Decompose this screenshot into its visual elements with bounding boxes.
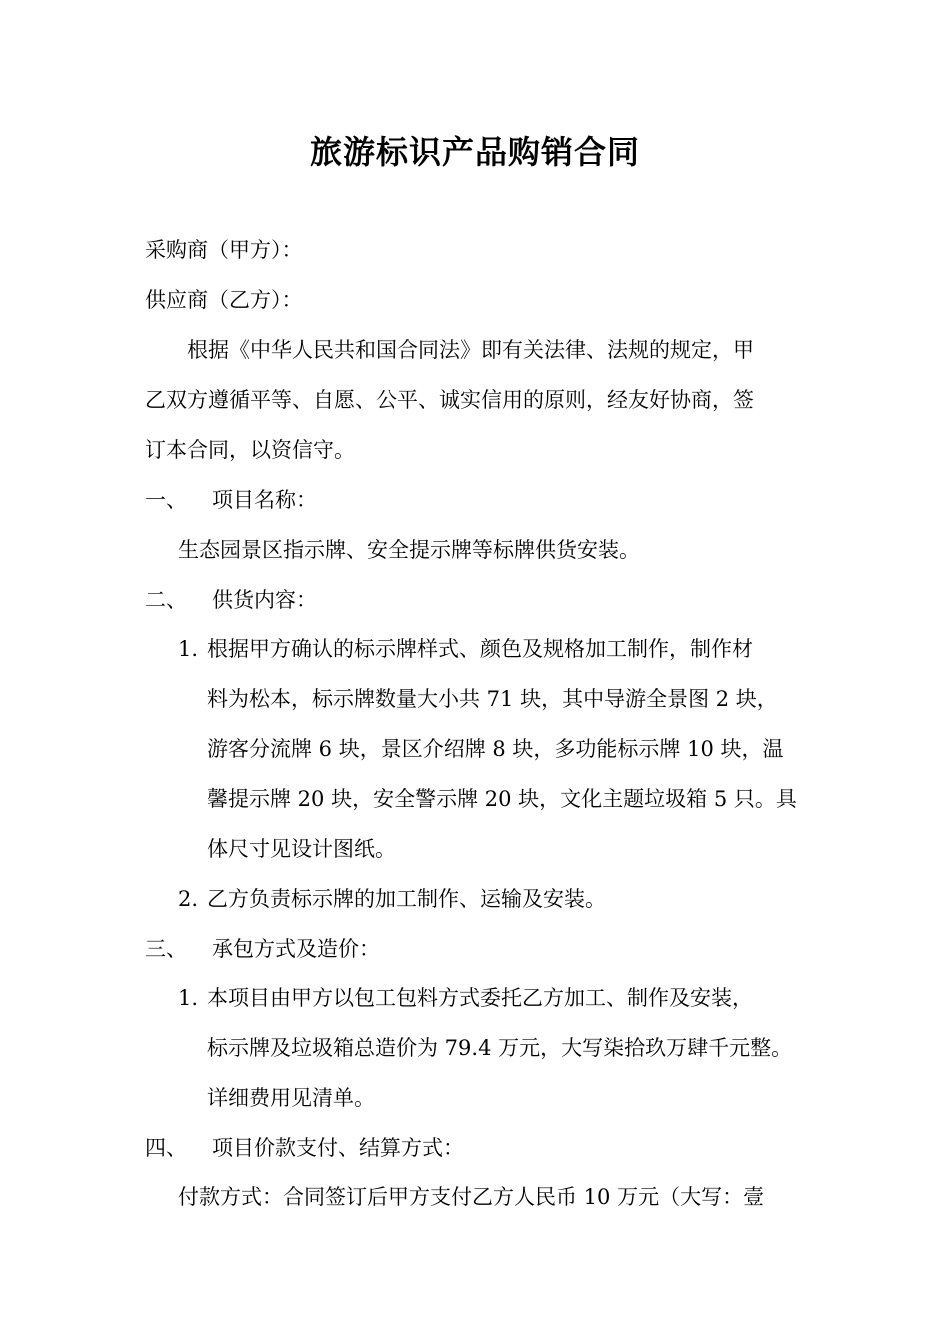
section-1-number: 一、 bbox=[145, 488, 187, 512]
section-2-item-1-number: 1. bbox=[178, 637, 199, 661]
section-3-number: 三、 bbox=[145, 937, 187, 961]
section-3-item-1-line-3: 详细费用见清单。 bbox=[207, 1086, 375, 1110]
section-3-item-1-number: 1. bbox=[178, 986, 199, 1010]
document-title: 旅游标识产品购销合同 bbox=[309, 133, 640, 171]
intro-line-3: 订本合同，以资信守。 bbox=[145, 438, 355, 462]
section-3-item-1-line-2: 标示牌及垃圾箱总造价为 79.4 万元，大写柒拾玖万肆千元整。 bbox=[207, 1036, 793, 1060]
section-2-item-1-line-3: 游客分流牌 6 块，景区介绍牌 8 块，多功能标示牌 10 块，温 bbox=[207, 737, 784, 761]
supplier-label: 供应商（乙方）： bbox=[145, 288, 303, 312]
section-1-heading: 项目名称： bbox=[212, 488, 317, 512]
section-3-heading: 承包方式及造价： bbox=[212, 937, 380, 961]
section-2-item-1-line-1: 根据甲方确认的标示牌样式、颜色及规格加工制作，制作材 bbox=[207, 637, 753, 661]
section-2-item-1-line-2: 料为松本，标示牌数量大小共 71 块，其中导游全景图 2 块， bbox=[207, 687, 778, 711]
section-2-item-1-line-4: 馨提示牌 20 块，安全警示牌 20 块，文化主题垃圾箱 5 只。具 bbox=[207, 787, 797, 811]
section-1-body: 生态园景区指示牌、安全提示牌等标牌供货安装。 bbox=[178, 538, 640, 562]
buyer-label: 采购商（甲方）： bbox=[145, 238, 303, 262]
intro-line-1: 根据《中华人民共和国合同法》即有关法律、法规的规定，甲 bbox=[187, 338, 754, 362]
section-2-item-2-number: 2. bbox=[178, 887, 199, 911]
section-2-heading: 供货内容： bbox=[212, 588, 317, 612]
section-4-body: 付款方式：合同签订后甲方支付乙方人民币 10 万元（大写：壹 bbox=[178, 1185, 765, 1209]
section-3-item-1-line-1: 本项目由甲方以包工包料方式委托乙方加工、制作及安装， bbox=[207, 986, 753, 1010]
section-4-number: 四、 bbox=[145, 1136, 187, 1160]
section-2-item-2-line-1: 乙方负责标示牌的加工制作、运输及安装。 bbox=[207, 887, 606, 911]
section-2-item-1-line-5: 体尺寸见设计图纸。 bbox=[207, 837, 396, 861]
intro-line-2: 乙双方遵循平等、自愿、公平、诚实信用的原则，经友好协商，签 bbox=[145, 388, 754, 412]
section-4-heading: 项目价款支付、结算方式： bbox=[212, 1136, 464, 1160]
section-2-number: 二、 bbox=[145, 588, 187, 612]
